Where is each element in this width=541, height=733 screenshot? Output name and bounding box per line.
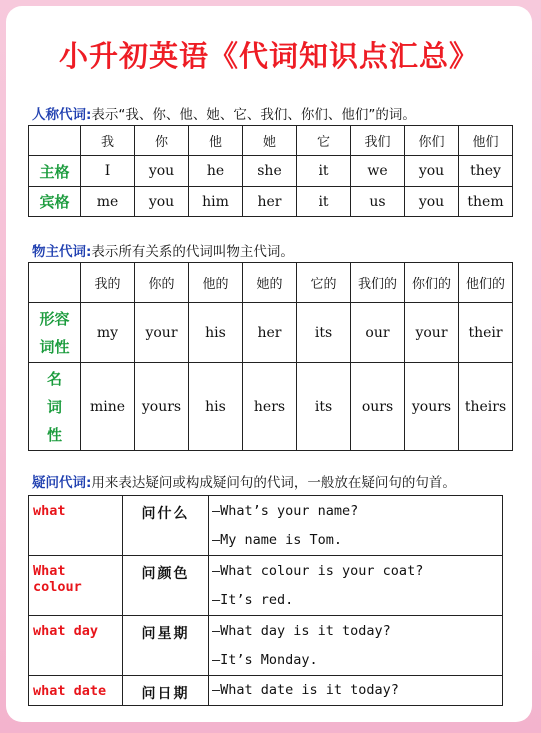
page-title: 小升初英语《代词知识点汇总》 [58,39,479,73]
header-cell: 它的 [297,263,351,303]
table-cell: yours [135,363,189,451]
table-cell: its [297,303,351,363]
label-line: 形容 [39,309,70,328]
header-empty-cell [29,126,81,156]
personal-heading-desc: 表示“我、你、他、她、它、我们、你们、他们”的词。 [91,107,416,123]
table-cell: you [135,156,189,187]
table-cell: hers [243,363,297,451]
example-dialogue [209,556,503,616]
question-meaning: 问星期 [123,616,209,676]
header-cell: 我们 [351,126,405,156]
table-cell: our [351,303,405,363]
adjective-form-label [29,303,81,363]
possessive-header-row [29,263,513,303]
table-cell: his [189,303,243,363]
interrogative-heading [32,471,456,491]
table-cell: it [297,187,351,217]
table-cell: his [189,363,243,451]
table-cell: her [243,187,297,217]
header-empty-cell [29,263,81,303]
label-line: 词性 [39,337,70,356]
table-cell: your [405,303,459,363]
table-cell: them [459,187,513,217]
header-cell: 你 [135,126,189,156]
table-cell: ours [351,363,405,451]
table-cell: us [351,187,405,217]
table-cell: he [189,156,243,187]
table-cell: theirs [459,363,513,451]
question-meaning: 问颜色 [123,556,209,616]
table-cell: she [243,156,297,187]
header-cell: 她的 [243,263,297,303]
table-cell: I [81,156,135,187]
header-cell: 它 [297,126,351,156]
table-cell: you [405,187,459,217]
header-cell: 我 [81,126,135,156]
noun-form-label [29,363,81,451]
table-cell: we [351,156,405,187]
table-cell: your [135,303,189,363]
dialogue-line: —What’s your name? [212,502,359,519]
table-cell: their [459,303,513,363]
question-word: what date [29,676,123,706]
dialogue-line: —It’s Monday. [212,651,318,668]
adjective-form-row [29,303,513,363]
table-cell: you [405,156,459,187]
header-cell: 他 [189,126,243,156]
object-case-label: 宾格 [29,187,81,217]
table-cell: her [243,303,297,363]
table-cell: it [297,156,351,187]
table-cell: they [459,156,513,187]
header-cell: 他的 [189,263,243,303]
header-cell: 她 [243,126,297,156]
table-cell: him [189,187,243,217]
example-dialogue [209,676,503,706]
noun-form-row [29,363,513,451]
dialogue-line: —It’s red. [212,591,294,608]
header-cell: 他们 [459,126,513,156]
personal-heading-lead: 人称代词: [32,107,92,123]
table-cell: my [81,303,135,363]
table-cell: you [135,187,189,217]
subject-case-row [29,156,513,187]
interrogative-row [29,676,503,706]
dialogue-line: —What date is it today? [212,682,399,698]
question-word: what [29,496,123,556]
interrogative-heading-desc: 用来表达疑问或构成疑问句的代词，一般放在疑问句的句首。 [91,475,456,491]
possessive-heading [32,240,294,260]
header-cell: 我们的 [351,263,405,303]
object-case-row [29,187,513,217]
example-dialogue [209,616,503,676]
dialogue-line: —My name is Tom. [212,531,343,548]
possessive-heading-desc: 表示所有关系的代词叫物主代词。 [91,244,294,260]
table-cell: its [297,363,351,451]
question-meaning: 问日期 [123,676,209,706]
label-line: 词 [46,397,62,416]
interrogative-pronoun-table [28,495,503,706]
table-cell: yours [405,363,459,451]
label-line: 性 [46,425,62,444]
label-line: 名 [46,369,62,388]
header-cell: 你的 [135,263,189,303]
possessive-heading-lead: 物主代词: [32,244,92,260]
personal-heading [32,103,416,123]
personal-header-row [29,126,513,156]
table-cell: me [81,187,135,217]
question-meaning: 问什么 [123,496,209,556]
header-cell: 他们的 [459,263,513,303]
dialogue-line: —What day is it today? [212,622,391,639]
possessive-pronoun-table [28,262,513,451]
header-cell: 你们的 [405,263,459,303]
question-word: what day [29,616,123,676]
header-cell: 我的 [81,263,135,303]
personal-pronoun-table [28,125,513,217]
interrogative-heading-lead: 疑问代词: [32,475,92,491]
example-dialogue [209,496,503,556]
table-cell: mine [81,363,135,451]
question-word: What colour [29,556,123,616]
dialogue-line: —What colour is your coat? [212,562,424,579]
interrogative-row [29,496,503,556]
content-card [6,6,532,722]
interrogative-row [29,556,503,616]
header-cell: 你们 [405,126,459,156]
interrogative-row [29,616,503,676]
subject-case-label: 主格 [29,156,81,187]
